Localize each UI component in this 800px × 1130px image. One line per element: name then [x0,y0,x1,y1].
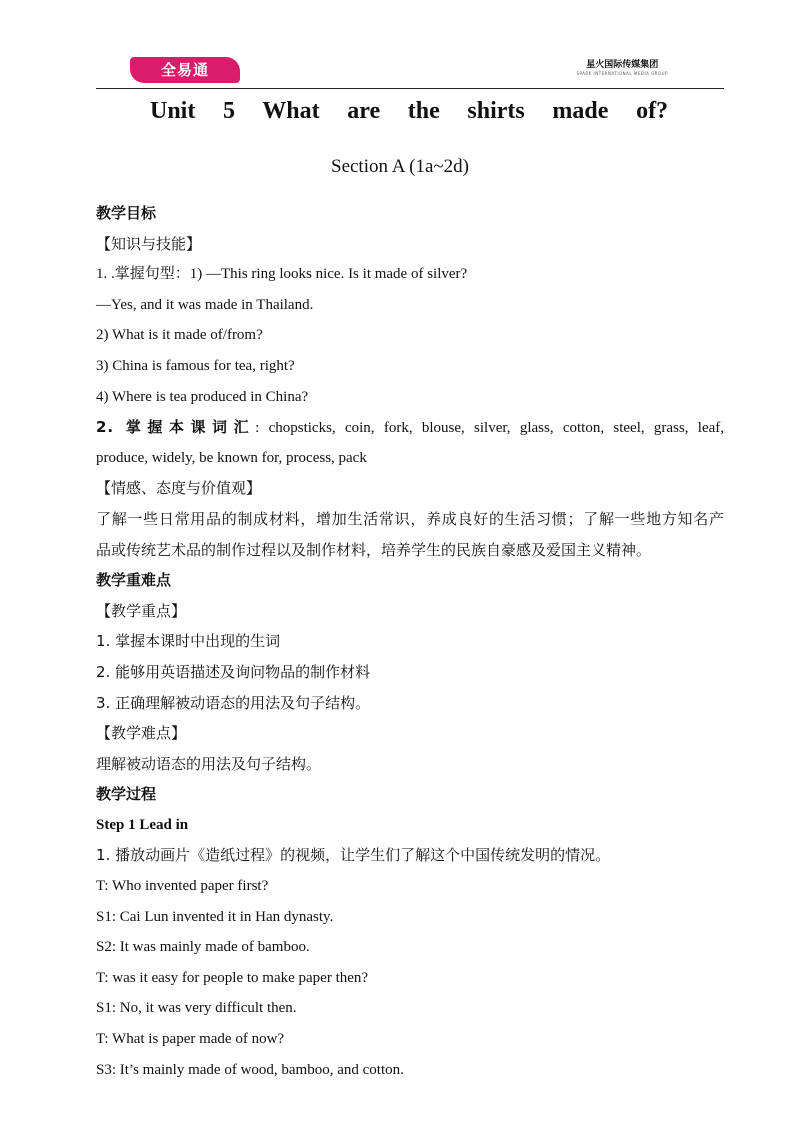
title-word: the [407,98,440,124]
publisher-name-cn: 星火国际传媒集团 [586,60,659,70]
text-line: 2. 能够用英语描述及询问物品的制作材料 [96,662,371,681]
dialogue-line: S3: It’s mainly made of wood, bamboo, and cotton. [96,1061,404,1078]
subheading-key-points: 【教学重点】 [96,601,187,620]
text-line: 1. 掌握本课时中出现的生词 [96,632,281,651]
title-word: of? [636,98,669,124]
text-line: 3. 正确理解被动语态的用法及句子结构。 [96,693,371,712]
dialogue-line: S1: Cai Lun invented it in Han dynasty. [96,908,334,925]
dialogue-line: T: was it easy for people to make paper then? [96,969,369,986]
dialogue-line: T: What is paper made of now? [96,1031,285,1048]
publisher-logo: 全易通 [130,57,240,83]
title-word: shirts [467,98,525,124]
text-line: 理解被动语态的用法及句子结构。 [96,754,322,773]
document-body [96,198,724,1085]
text-line: 1. .掌握句型：1) —This ring looks nice. Is it made of silver? [96,266,468,283]
vocabulary-line [96,412,724,443]
heading-teaching-process: 教学过程 [96,785,157,804]
page-header [96,54,724,89]
dialogue-line: T: Who invented paper first? [96,878,269,895]
vocabulary-label: 2. 掌握本课词汇 [96,418,256,437]
dialogue-line: S2: It was mainly made of bamboo. [96,939,310,956]
heading-teaching-goals: 教学目标 [96,204,157,222]
text-line: 2) What is it made of/from? [96,327,263,344]
text-line: 4) Where is tea produced in China? [96,388,309,405]
text-line: 3) China is famous for tea, right? [96,357,295,374]
step-heading: Step 1 Lead in [96,816,189,833]
title-word: What [262,98,320,124]
vocabulary-words: : chopsticks, coin, fork, blouse, silver, glass, cotton, steel, grass, leaf, [255,420,725,437]
title-word: made [552,98,609,124]
subheading-emotion-values: 【情感、态度与价值观】 [96,479,262,498]
title-word: Unit 5 [150,98,235,124]
subheading-difficult-points: 【教学难点】 [96,724,187,743]
text-line: 1. 播放动画片《造纸过程》的视频，让学生们了解这个中国传统发明的情况。 [96,846,611,865]
subheading-knowledge-skills: 【知识与技能】 [96,234,202,253]
dialogue-line: S1: No, it was very difficult then. [96,1000,297,1017]
publisher-name [576,60,668,77]
text-line: 品或传统艺术品的制作过程以及制作材料，培养学生的民族自豪感及爱国主义精神。 [96,540,652,559]
page-title [150,96,668,126]
text-line: —Yes, and it was made in Thailand. [96,296,314,313]
section-subtitle: Section A (1a~2d) [331,156,469,177]
publisher-name-en: SPARK INTERNATIONAL MEDIA GROUP [576,71,668,76]
title-word: are [347,98,381,124]
text-line: produce, widely, be known for, process, pack [96,449,367,466]
text-line: 了解一些日常用品的制成材料，增加生活常识，养成良好的生活习惯；了解一些地方知名产 [96,509,724,528]
heading-key-difficult-points: 教学重难点 [96,571,172,590]
